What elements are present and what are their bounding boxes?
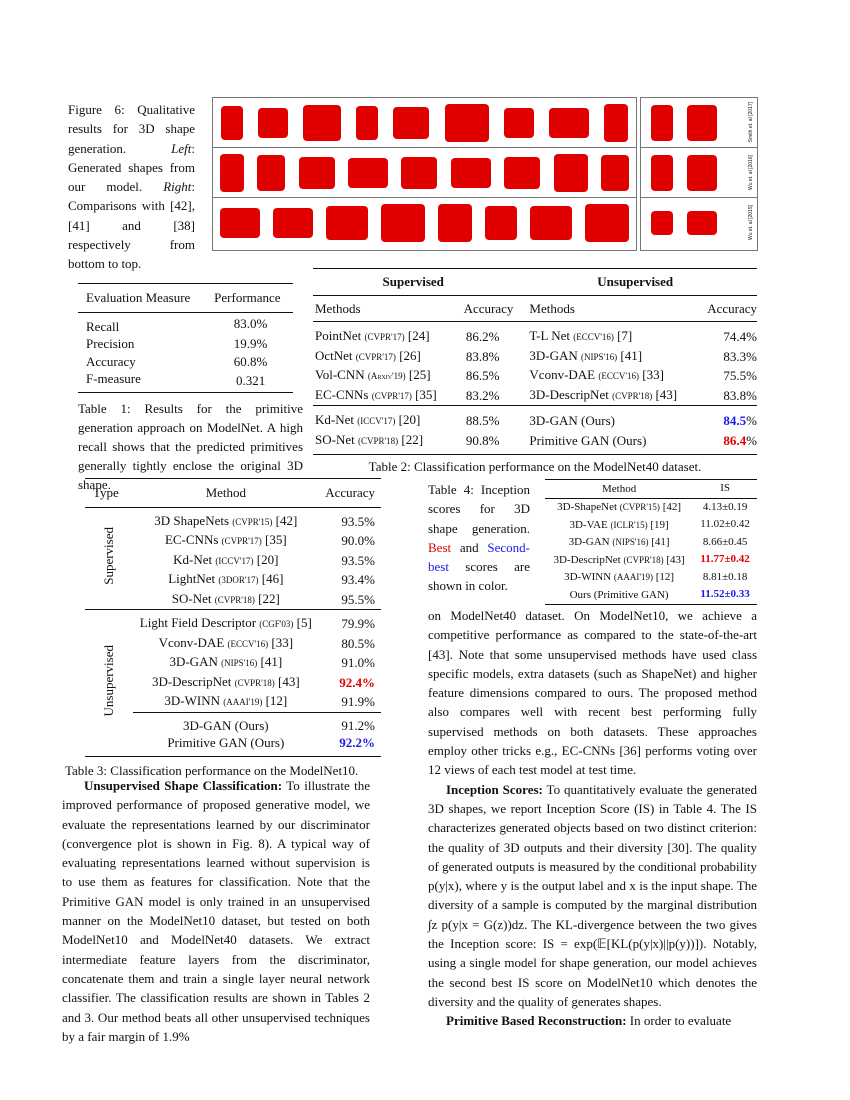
venue: (CVPR'17) xyxy=(221,536,262,546)
comparison-row xyxy=(641,148,757,198)
voxel-shape xyxy=(445,104,489,142)
method-cell xyxy=(313,366,453,386)
citation: [22] xyxy=(401,431,424,447)
type-label: Unsupervised xyxy=(101,644,117,717)
table-row xyxy=(78,370,293,392)
citation: [41] xyxy=(260,654,283,669)
citation: [35] xyxy=(415,386,437,402)
method-name: 3D-GAN xyxy=(169,654,218,669)
comparison-shapes-panel xyxy=(640,97,758,251)
paragraph: To quantitatively evaluate the generated 3D shapes, we report Inception Score (IS) in Table 4. The IS characterizes generated objects based on two distinct criterion: the quality of 3D outputs and their diversity [30]. The quality of generated outputs is measured by the conditional probability p(y|x), where y is the output label and x is the input shape. The diversity of a sample is computed by the marginal distribution ∫z p(y|x = G(z))dz. The KL-divergence between the two gives the Inception score: IS = exp(𝔼[KL(p(y|x)||p(y))]). Notably, using a single model for shape generation, our model achieves the second best IS score on ModelNet10 which denotes the diversity and the quality of generates shapes. xyxy=(428,781,757,1009)
value-cell: 19.9% xyxy=(233,336,268,351)
venue: (CVPR'17) xyxy=(364,332,405,342)
accuracy-cell: 91.2% xyxy=(319,712,381,734)
caption-text: : Comparisons with [42], [41] and [38] respectively from bottom to top. xyxy=(68,179,195,272)
second-best-label: Second-best xyxy=(428,539,530,575)
method-cell xyxy=(545,569,693,587)
venue: (CVPR'18) xyxy=(357,435,399,446)
method-name: Vconv-DAE xyxy=(158,634,225,650)
method-name: 3D-VAE xyxy=(569,518,608,531)
method-cell xyxy=(513,347,696,367)
voxel-shape xyxy=(687,155,717,191)
percent-sign: % xyxy=(746,413,757,428)
method-name: LightNet xyxy=(168,571,216,586)
citation: [24] xyxy=(407,328,430,343)
voxel-shape xyxy=(549,108,589,138)
voxel-shape xyxy=(504,157,540,189)
col-header: Method xyxy=(601,482,637,495)
citation: [20] xyxy=(398,412,421,427)
venue: (CVPR'15) xyxy=(232,516,273,527)
venue: (CVPR'18) xyxy=(234,677,275,688)
accuracy-cell: 86.2% xyxy=(465,329,500,344)
value-cell: 60.8% xyxy=(233,353,268,369)
col-header: Methods xyxy=(315,300,361,316)
voxel-shape xyxy=(651,211,673,235)
method-label: Smith et. al [2017] xyxy=(748,102,754,143)
section-heading: Unsupervised Shape Classification: xyxy=(84,778,283,793)
method-name: Vconv-DAE xyxy=(529,367,596,382)
venue: (CGF'03) xyxy=(259,619,294,629)
caption-text: Qualitative results for 3D shape generation. xyxy=(68,102,195,156)
table-row xyxy=(313,322,757,347)
accuracy-cell: 93.5% xyxy=(341,552,375,568)
method-cell xyxy=(133,634,319,654)
measure-cell: Accuracy xyxy=(86,353,136,369)
table-row xyxy=(545,551,757,569)
is-score-cell: 4.13±0.19 xyxy=(702,500,748,513)
method-cell xyxy=(545,551,693,569)
voxel-shape xyxy=(401,157,437,189)
method-cell xyxy=(133,692,319,712)
comparison-row xyxy=(641,98,757,148)
venue: (ECCV'16) xyxy=(573,332,614,342)
table2 xyxy=(313,268,757,475)
venue: (NIPS'16) xyxy=(612,537,649,547)
shape-row xyxy=(213,148,636,198)
accuracy-cell: 92.4% xyxy=(339,674,375,690)
table-row xyxy=(313,366,757,386)
method-cell xyxy=(545,534,693,552)
section-heading: Inception Scores: xyxy=(446,781,543,797)
col-header: Accuracy xyxy=(325,485,375,500)
accuracy-cell: 93.4% xyxy=(341,572,375,587)
group-supervised: Supervised xyxy=(382,274,444,289)
accuracy-cell: 95.5% xyxy=(341,591,375,607)
voxel-shape xyxy=(585,204,629,242)
method-cell xyxy=(133,551,319,571)
citation: [5] xyxy=(296,615,312,630)
method-cell xyxy=(313,322,453,347)
table-row xyxy=(78,353,293,371)
voxel-shape xyxy=(485,206,517,240)
voxel-shape xyxy=(554,154,588,192)
voxel-shape xyxy=(393,107,429,139)
method-name: 3D-DescripNet xyxy=(151,673,232,689)
method-name: 3D-GAN xyxy=(529,347,578,363)
accuracy-cell: 79.9% xyxy=(341,616,375,631)
venue: (ECCV'16) xyxy=(227,638,269,649)
method-name: 3D-DescripNet xyxy=(553,553,621,566)
method-cell xyxy=(313,347,453,367)
accuracy-cell: 83.2% xyxy=(465,387,500,403)
generated-shapes-panel xyxy=(212,97,637,251)
method-name: SO-Net xyxy=(315,431,355,447)
accuracy-value: 75.5% xyxy=(723,368,757,383)
method-label: Wu et. al [2015] xyxy=(748,205,754,240)
accuracy-cell xyxy=(697,366,757,386)
type-label: Supervised xyxy=(101,527,117,585)
citation: [35] xyxy=(265,532,287,547)
method-cell xyxy=(313,406,453,431)
percent-sign: % xyxy=(746,432,757,448)
is-score-cell: 11.02±0.42 xyxy=(700,518,750,530)
comparison-row xyxy=(641,198,757,247)
table-row xyxy=(545,534,757,552)
value-cell: 83.0% xyxy=(233,316,268,331)
citation: [43] xyxy=(666,553,685,566)
method-name: Vol-CNN xyxy=(315,367,365,382)
accuracy-cell: 80.5% xyxy=(341,635,375,651)
shape-row xyxy=(213,198,636,247)
paragraph: In order to evaluate xyxy=(626,1013,732,1029)
method-cell xyxy=(545,498,693,516)
measure-cell: Precision xyxy=(86,336,135,351)
is-score-cell: 11.77±0.42 xyxy=(700,553,750,565)
group-unsupervised: Unsupervised xyxy=(597,274,674,289)
citation: [43] xyxy=(278,673,300,689)
voxel-shape xyxy=(687,211,717,235)
table4 xyxy=(545,479,757,605)
voxel-shape xyxy=(221,106,243,140)
voxel-shape xyxy=(438,204,472,242)
caption-text: : Generated shapes from our model. xyxy=(68,140,195,195)
method-cell xyxy=(133,673,319,693)
method-cell xyxy=(513,386,696,406)
method-name: 3D ShapeNets xyxy=(154,512,230,528)
venue: (CVPR'18) xyxy=(214,594,255,605)
venue: (CVPR'17) xyxy=(371,390,412,401)
method-cell xyxy=(133,570,319,590)
voxel-shape xyxy=(651,105,673,141)
table-row xyxy=(78,312,293,335)
accuracy-value: 83.8% xyxy=(723,387,757,403)
method-cell xyxy=(545,516,693,534)
value-cell: 0.321 xyxy=(235,373,266,388)
accuracy-cell xyxy=(697,386,757,406)
method-cell xyxy=(545,586,693,604)
voxel-shape xyxy=(348,158,388,188)
table-row xyxy=(78,335,293,353)
method-name: 3D-GAN (Ours) xyxy=(529,413,615,428)
accuracy-cell xyxy=(697,406,757,431)
venue: (Arxiv'19) xyxy=(367,371,406,381)
table4-caption xyxy=(428,480,530,596)
voxel-shape xyxy=(504,108,534,138)
voxel-shape xyxy=(220,208,260,238)
voxel-shape xyxy=(451,158,491,188)
col-header: Evaluation Measure xyxy=(86,290,191,305)
method-cell xyxy=(313,386,453,406)
voxel-shape xyxy=(220,154,244,192)
method-name: 3D-GAN xyxy=(568,536,610,548)
col-header: Methods xyxy=(529,300,575,316)
method-name: Ours (Primitive GAN) xyxy=(569,588,669,601)
venue: (CVPR'18) xyxy=(612,390,653,401)
voxel-shape xyxy=(530,206,572,240)
method-cell xyxy=(313,431,453,455)
accuracy-cell: 91.9% xyxy=(341,694,375,709)
col-header: IS xyxy=(720,482,730,494)
col-header: Method xyxy=(205,485,247,500)
venue: (ICCV'17) xyxy=(215,555,254,566)
venue: (NIPS'16) xyxy=(221,658,258,668)
method-name: SO-Net xyxy=(171,590,212,606)
method-name: EC-CNNs xyxy=(315,386,369,402)
method-cell xyxy=(513,322,696,347)
col-header: Performance xyxy=(214,290,281,305)
col-header: Accuracy xyxy=(707,300,757,316)
method-name: Primitive GAN (Ours) xyxy=(529,432,647,448)
col-header: Type xyxy=(93,485,119,500)
voxel-shape xyxy=(258,108,288,138)
method-label: Wu et. al [2016] xyxy=(748,155,754,190)
accuracy-cell: 90.0% xyxy=(341,533,375,548)
method-name: Light Field Descriptor xyxy=(139,615,257,630)
method-name: Kd-Net xyxy=(173,551,213,567)
method-name: 3D-WINN xyxy=(164,693,220,708)
method-name: OctNet xyxy=(315,347,353,363)
method-cell xyxy=(133,507,319,531)
accuracy-cell: 91.0% xyxy=(341,655,375,670)
citation: [42] xyxy=(275,512,298,528)
table3-caption: Table 3: Classification performance on the ModelNet10. xyxy=(65,762,359,778)
accuracy-cell xyxy=(697,322,757,347)
voxel-shape xyxy=(604,104,628,142)
venue: (CVPR'15) xyxy=(619,502,660,512)
accuracy-cell xyxy=(697,431,757,455)
voxel-shape xyxy=(651,155,673,191)
voxel-shape xyxy=(257,155,285,191)
accuracy-cell: 92.2% xyxy=(339,735,375,750)
table1-caption: Table 1: Results for the primitive generation approach on ModelNet. A high recall shows that the predicted primitives generally tightly enclose the original 3D shape. xyxy=(78,400,303,492)
citation: [22] xyxy=(258,590,280,606)
venue: (ICLR'15) xyxy=(610,519,648,530)
venue: (CVPR'18) xyxy=(623,554,664,565)
accuracy-value: 83.3% xyxy=(723,348,757,364)
accuracy-cell: 88.5% xyxy=(465,413,500,428)
table-row xyxy=(313,386,757,406)
method-cell xyxy=(513,366,696,386)
method-name: EC-CNNs xyxy=(164,532,219,547)
caption-text: Table 4: Inception scores for 3D shape generation. xyxy=(428,482,530,536)
method-cell xyxy=(133,610,319,634)
citation: [25] xyxy=(408,367,431,382)
right-column-text xyxy=(428,606,757,1031)
figure6-caption xyxy=(68,100,195,274)
method-cell: 3D-GAN (Ours) xyxy=(133,712,319,734)
table-row xyxy=(313,347,757,367)
table-row xyxy=(313,406,757,431)
citation: [46] xyxy=(261,571,284,586)
is-score-cell: 8.66±0.45 xyxy=(702,535,748,548)
method-name: 3D-WINN xyxy=(564,571,612,583)
citation: [12] xyxy=(655,571,675,583)
voxel-shape xyxy=(303,105,341,141)
venue: (NIPS'16) xyxy=(581,351,618,362)
method-name: PointNet xyxy=(315,328,362,343)
table-row xyxy=(545,586,757,604)
accuracy-cell: 86.5% xyxy=(465,368,500,383)
citation: [12] xyxy=(265,693,288,708)
accuracy-cell: 83.8% xyxy=(465,348,500,364)
table-row xyxy=(313,431,757,455)
is-score-cell: 8.81±0.18 xyxy=(702,570,748,583)
accuracy-value: 74.4% xyxy=(723,329,757,344)
method-cell xyxy=(513,406,696,431)
citation: [33] xyxy=(642,367,664,382)
method-name: 3D-ShapeNet xyxy=(557,501,618,513)
citation: [41] xyxy=(620,347,643,363)
paragraph: on ModelNet40 dataset. On ModelNet10, we achieve a competitive performance as compared to the state-of-the-art [43]. Note that some unsupervised methods have used class specific models, extra datasets (such as ShapeNet) and higher feature dimensions compared to ours. The proposed method also compares well with recent best performing fully supervised methods on both datasets. These approaches employ other tricks e.g., EC-CNNs [36] performs voting over 12 views of each test model at test time. xyxy=(428,608,757,778)
caption-text: scores are shown in color. xyxy=(428,559,530,594)
caption-left: Left xyxy=(171,140,192,156)
table1 xyxy=(78,283,303,494)
is-score-cell: 11.52±0.33 xyxy=(700,588,750,600)
accuracy-cell: 90.8% xyxy=(465,432,500,448)
venue: (AAAI'19) xyxy=(613,572,654,582)
table-row xyxy=(85,507,381,531)
method-cell: Primitive GAN (Ours) xyxy=(167,735,285,750)
voxel-shape xyxy=(687,105,717,141)
citation: [20] xyxy=(256,551,279,567)
section-heading: Primitive Based Reconstruction: xyxy=(446,1013,627,1029)
accuracy-cell: 93.5% xyxy=(341,513,375,529)
accuracy-cell xyxy=(697,347,757,367)
paragraph: To illustrate the improved performance of proposed generative model, we evaluate the representations learned by our discriminator (convergence plot is shown in Fig. 8). A typical way of evaluating representations learned without supervision is to use them as features for classification. Note that the Primitive GAN model is only trained in an unsupervised manner on the ModelNet10 dataset, but tested on both ModelNet10 and ModelNet40 datasets. We extract intermediate feature layers from the discriminator, concatenate them and train a single layer neural network classifier. The classification results are shown in Tables 2 and 3. Our method beats all other unsupervised techniques by a fair margin of 1.9% xyxy=(62,778,371,1044)
voxel-shape xyxy=(381,204,425,242)
citation: [41] xyxy=(651,536,670,548)
method-name: T-L Net xyxy=(529,328,570,343)
table3 xyxy=(65,478,381,779)
method-name: Kd-Net xyxy=(315,412,354,427)
measure-cell: Recall xyxy=(86,318,120,334)
shape-row xyxy=(213,98,636,148)
col-header: Accuracy xyxy=(463,300,514,316)
venue: (CVPR'17) xyxy=(355,351,396,362)
table2-caption: Table 2: Classification performance on the ModelNet40 dataset. xyxy=(368,459,702,474)
measure-cell: F-measure xyxy=(86,371,141,386)
caption-text: and xyxy=(451,539,488,555)
voxel-shape xyxy=(356,106,378,140)
citation: [7] xyxy=(617,328,633,343)
method-name: 3D-DescripNet xyxy=(529,386,609,402)
voxel-shape xyxy=(299,157,335,189)
citation: [26] xyxy=(399,347,421,363)
table-row xyxy=(85,610,381,634)
figure-label: Figure 6: xyxy=(68,102,125,117)
method-cell xyxy=(513,431,696,455)
voxel-shape xyxy=(273,208,313,238)
accuracy-value: 84.5 xyxy=(723,413,747,428)
citation: [33] xyxy=(271,634,294,650)
left-column-text xyxy=(62,776,370,1046)
citation: [43] xyxy=(655,386,678,402)
voxel-shape xyxy=(601,155,629,191)
method-cell xyxy=(133,653,319,673)
accuracy-value: 86.4 xyxy=(723,432,747,448)
citation: [42] xyxy=(662,501,682,513)
best-label: Best xyxy=(428,539,452,555)
venue: (ICCV'17) xyxy=(357,416,396,426)
table-row xyxy=(545,498,757,516)
venue: (AAAI'19) xyxy=(223,697,263,707)
venue: (ECCV'16) xyxy=(598,371,639,381)
table-row xyxy=(545,569,757,587)
method-cell xyxy=(133,531,319,551)
voxel-shape xyxy=(326,206,368,240)
caption-right: Right xyxy=(163,179,192,195)
method-cell xyxy=(133,590,319,610)
citation: [19] xyxy=(650,518,669,531)
venue: (3DOR'17) xyxy=(218,575,259,585)
table-row xyxy=(545,516,757,534)
